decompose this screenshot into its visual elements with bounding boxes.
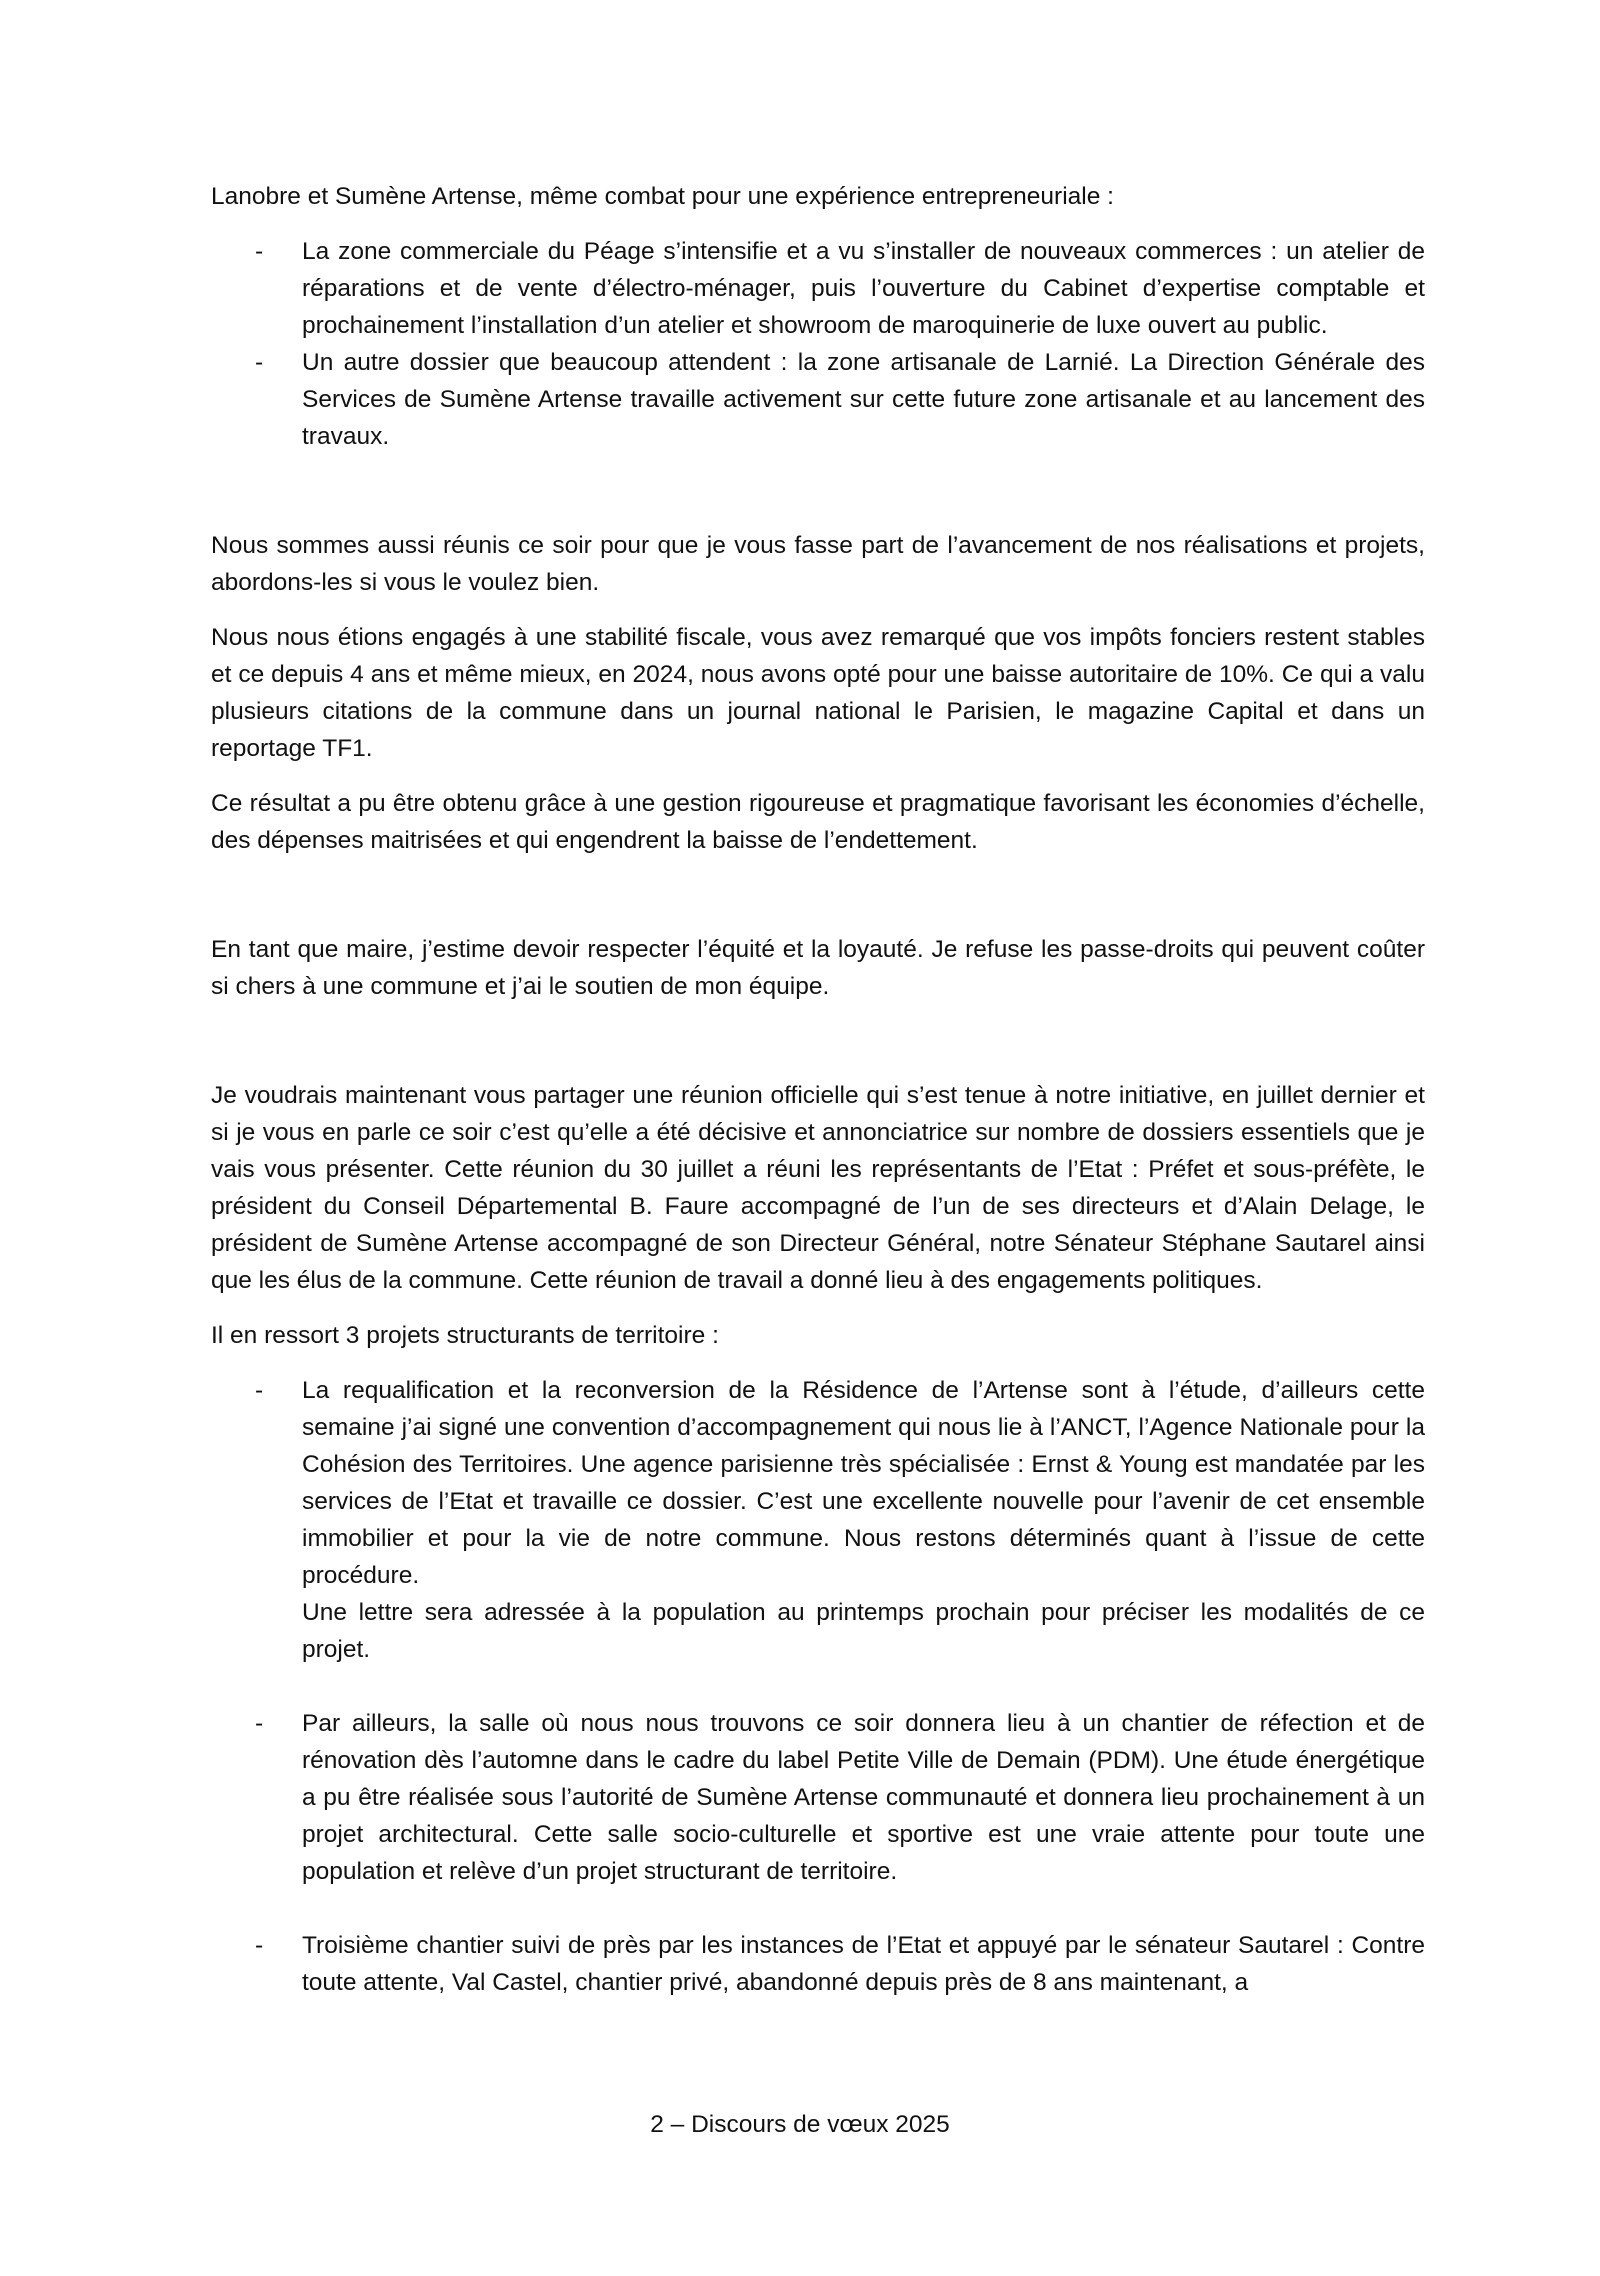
dash-bullet: - — [255, 1932, 264, 1959]
dash-bullet: - — [255, 349, 264, 376]
list-item-extra: Une lettre sera adressée à la population au printemps prochain pour préciser les modalités de ce projet. — [302, 1599, 1425, 1663]
list-item — [211, 344, 1425, 455]
projects-list — [211, 1372, 1425, 2001]
list-item — [211, 1705, 1425, 1890]
paragraph-mayor: En tant que maire, j’estime devoir respecter l’équité et la loyauté. Je refuse les passe-droits qui peuvent coûter si chers à une commune et j’ai le soutien de mon équipe. — [211, 936, 1425, 1000]
intro-paragraph: Lanobre et Sumène Artense, même combat pour une expérience entrepreneuriale : — [211, 183, 1114, 210]
list-item-text: Par ailleurs, la salle où nous nous trouvons ce soir donnera lieu à un chantier de réfection et de rénovation dès l’automne dans le cadre du label Petite Ville de Demain (PDM). Une étude énergétique a pu être réalisée sous l’autorité de Sumène Artense communauté et donnera lieu prochainement à un projet architectural. Cette salle socio-culturelle et sportive est une vraie attente pour toute une population et relève d’un projet structurant de territoire. — [302, 1710, 1425, 1885]
dash-bullet: - — [255, 238, 264, 265]
paragraph-result: Ce résultat a pu être obtenu grâce à une gestion rigoureuse et pragmatique favorisant les économies d’échelle, des dépenses maitrisées et qui engendrent la baisse de l’endettement. — [211, 790, 1425, 854]
document-body — [211, 178, 1425, 2001]
dash-bullet: - — [255, 1377, 264, 1404]
list-item — [211, 233, 1425, 344]
list-item-text: La zone commerciale du Péage s’intensifie et a vu s’installer de nouveaux commerces : un atelier de réparations et de vente d’électro-ménager, puis l’ouverture du Cabinet d’expertise comptable et prochainement l’installation d’un atelier et showroom de maroquinerie de luxe ouvert au public. — [302, 238, 1425, 339]
list-item-text: La requalification et la reconversion de la Résidence de l’Artense sont à l’étude, d’ailleurs cette semaine j’ai signé une convention d’accompagnement qui nous lie à l’ANCT, l’Agence Nationale pour la Cohésion des Territoires. Une agence parisienne très spécialisée : Ernst & Young est mandatée par les services de l’Etat et travaille ce dossier. C’est une excellente nouvelle pour l’avenir de cet ensemble immobilier et pour la vie de notre commune. Nous restons déterminés quant à l’issue de cette procédure. — [302, 1377, 1425, 1589]
page-footer: 2 – Discours de vœux 2025 — [650, 2111, 950, 2138]
list-item — [211, 1927, 1425, 2001]
paragraph-progress: Nous sommes aussi réunis ce soir pour que je vous fasse part de l’avancement de nos réalisations et projets, abordons-les si vous le voulez bien. — [211, 532, 1425, 596]
list-item-text: Un autre dossier que beaucoup attendent : la zone artisanale de Larnié. La Direction Générale des Services de Sumène Artense travaille activement sur cette future zone artisanale et au lancement des travaux. — [302, 349, 1425, 450]
dash-bullet: - — [255, 1710, 264, 1737]
business-list — [211, 233, 1425, 455]
paragraph-meeting: Je voudrais maintenant vous partager une réunion officielle qui s’est tenue à notre initiative, en juillet dernier et si je vous en parle ce soir c’est qu’elle a été décisive et annonciatrice sur nombre de dossiers essentiels que je vais vous présenter. Cette réunion du 30 juillet a réuni les représentants de l’Etat : Préfet et sous-préfète, le président du Conseil Départemental B. Faure accompagné de l’un de ses directeurs et d’Alain Delage, le président de Sumène Artense accompagné de son Directeur Général, notre Sénateur Stéphane Sautarel ainsi que les élus de la commune. Cette réunion de travail a donné lieu à des engagements politiques. — [211, 1082, 1425, 1294]
list-item-text: Troisième chantier suivi de près par les instances de l’Etat et appuyé par le sénateur Sautarel : Contre toute attente, Val Castel, chantier privé, abandonné depuis près de 8 ans maintenant, a — [302, 1932, 1425, 1996]
projects-intro: Il en ressort 3 projets structurants de territoire : — [211, 1322, 719, 1349]
list-item — [211, 1372, 1425, 1668]
paragraph-fiscal: Nous nous étions engagés à une stabilité fiscale, vous avez remarqué que vos impôts fonciers restent stables et ce depuis 4 ans et même mieux, en 2024, nous avons opté pour une baisse autoritaire de 10%. Ce qui a valu plusieurs citations de la commune dans un journal national le Parisien, le magazine Capital et dans un reportage TF1. — [211, 624, 1425, 762]
